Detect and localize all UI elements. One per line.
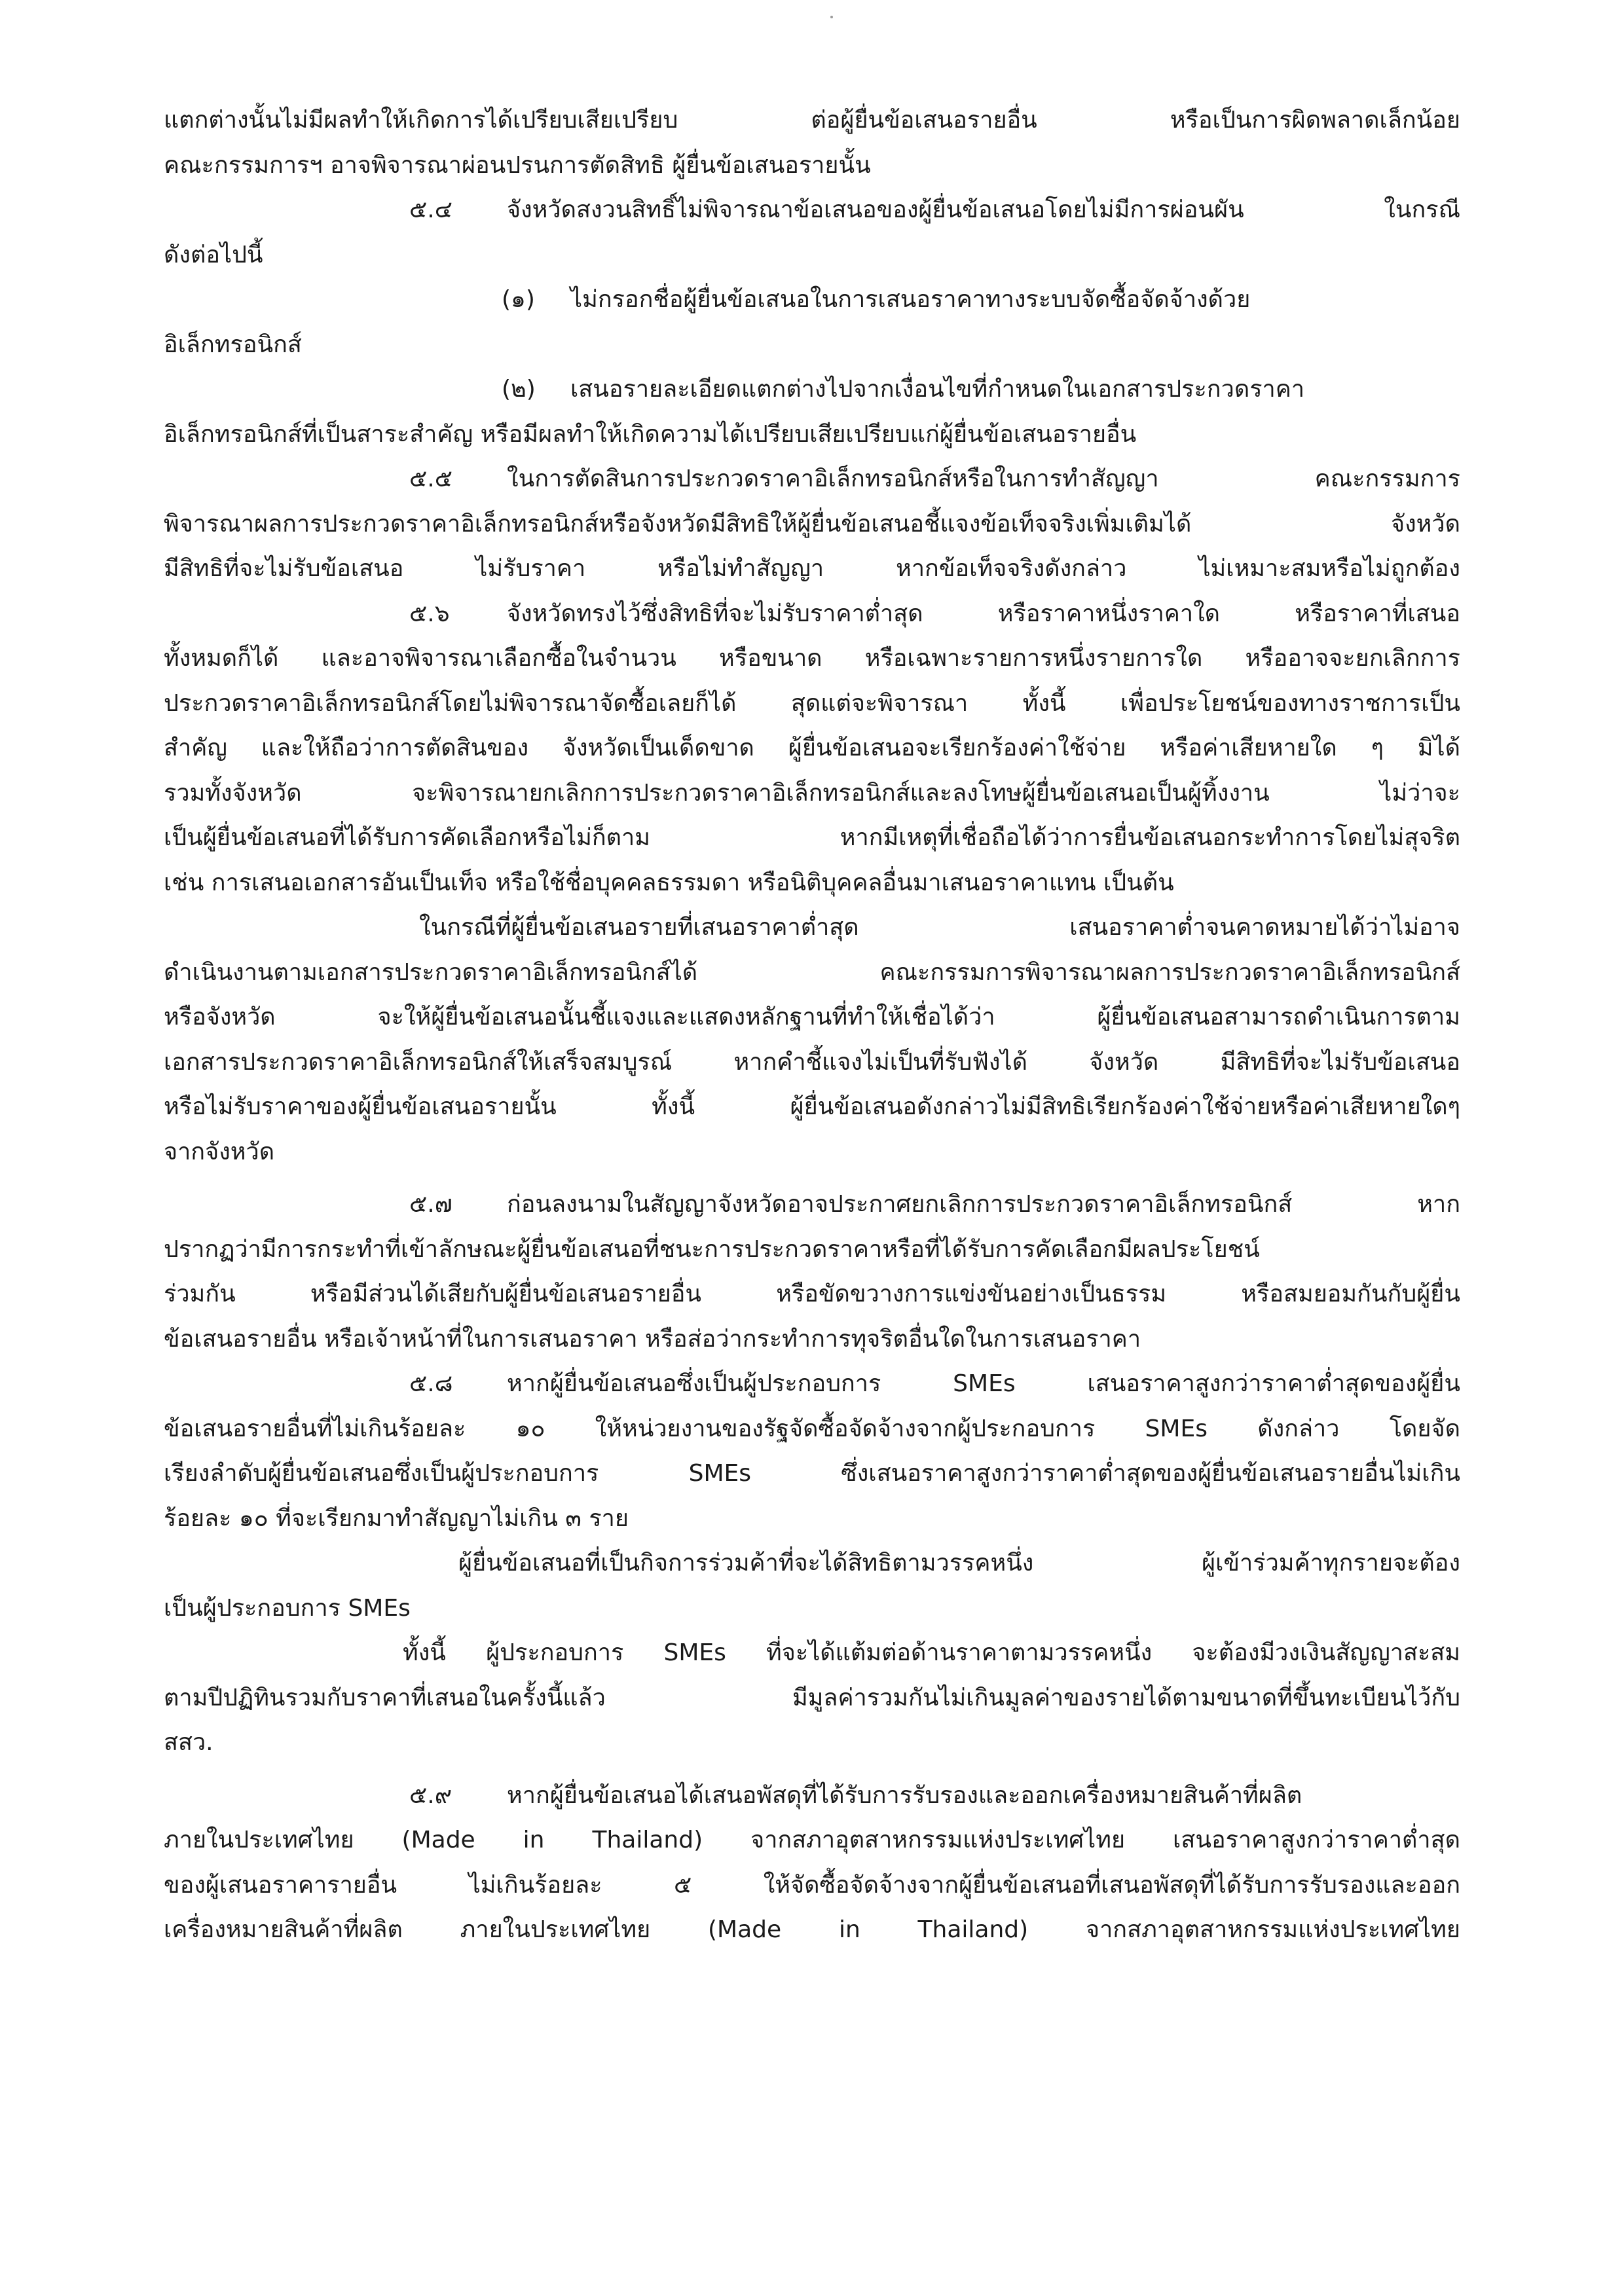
clause-text: ในการตัดสินการประกวดราคาอิเล็กทรอนิกส์หรือในการทำสัญญา คณะกรรมการ bbox=[507, 465, 1460, 492]
clause-text: หากผู้ยื่นข้อเสนอได้เสนอพัสดุที่ได้รับการรับรองและออกเครื่องหมายสินค้าที่ผลิต bbox=[507, 1781, 1302, 1809]
clause-5-4 bbox=[164, 188, 1460, 278]
clause-number: (๒) bbox=[502, 376, 536, 403]
clause-5-6-paragraph-2 bbox=[164, 905, 1460, 1175]
text-line: ของผู้เสนอราคารายอื่น ไม่เกินร้อยละ ๕ ให้จัดซื้อจัดจ้างจากผู้ยื่นข้อเสนอที่เสนอพัสดุที่ได้รับการรับรองและออก bbox=[164, 1871, 1460, 1899]
text-line: ประกวดราคาอิเล็กทรอนิกส์โดยไม่พิจารณาจัดซื้อเลยก็ได้ สุดแต่จะพิจารณา ทั้งนี้ เพื่อประโยชน์ของทางราชการเป็น bbox=[164, 689, 1460, 717]
text-line: ผู้ยื่นข้อเสนอที่เป็นกิจการร่วมค้าที่จะได้สิทธิตามวรรคหนึ่ง ผู้เข้าร่วมค้าทุกรายจะต้อง bbox=[458, 1550, 1460, 1576]
paragraph-continuation bbox=[164, 98, 1460, 188]
clause-5-6 bbox=[164, 592, 1460, 906]
text-line bbox=[164, 1182, 1460, 1228]
text-line: หรือจังหวัด จะให้ผู้ยื่นข้อเสนอนั้นชี้แจงและแสดงหลักฐานที่ทำให้เชื่อได้ว่า ผู้ยื่นข้อเสนอสามารถดำเนินการตาม bbox=[164, 1004, 1460, 1030]
text-line: ดำเนินงานตามเอกสารประกวดราคาอิเล็กทรอนิกส์ได้ คณะกรรมการพิจารณาผลการประกวดราคาอิเล็กทรอนิกส์ bbox=[164, 958, 1460, 986]
text-line: ภายในประเทศไทย (Made in Thailand) จากสภาอุตสาหกรรมแห่งประเทศไทย เสนอราคาสูงกว่าราคาต่ำสุด bbox=[164, 1827, 1460, 1853]
text-line bbox=[164, 592, 1460, 637]
clause-number: ๕.๔ bbox=[409, 196, 452, 223]
clause-5-4-2 bbox=[164, 367, 1460, 457]
clause-number: ๕.๕ bbox=[409, 465, 452, 492]
text-line bbox=[164, 1362, 1460, 1407]
clause-5-7 bbox=[164, 1182, 1460, 1362]
clause-number: ๕.๘ bbox=[409, 1370, 453, 1397]
text-line bbox=[164, 278, 1460, 323]
text-line bbox=[164, 1774, 1460, 1819]
text-line: ข้อเสนอรายอื่น หรือเจ้าหน้าที่ในการเสนอราคา หรือส่อว่ากระทำการทุจริตอื่นใดในการเสนอราคา bbox=[164, 1325, 1141, 1353]
text-line: รวมทั้งจังหวัด จะพิจารณายกเลิกการประกวดราคาอิเล็กทรอนิกส์และลงโทษผู้ยื่นข้อเสนอเป็นผู้ทิ้งงาน ไม่ว่าจะ bbox=[164, 779, 1460, 807]
clause-5-9 bbox=[164, 1774, 1460, 1953]
text-line: ดังต่อไปนี้ bbox=[164, 241, 263, 268]
text-line: ทั้งหมดก็ได้ และอาจพิจารณาเลือกซื้อในจำนวน หรือขนาด หรือเฉพาะรายการหนึ่งรายการใด หรืออาจจะยกเลิกการ bbox=[164, 645, 1460, 672]
text-line: ร้อยละ ๑๐ ที่จะเรียกมาทำสัญญาไม่เกิน ๓ ราย bbox=[164, 1504, 629, 1532]
text-line: ในกรณีที่ผู้ยื่นข้อเสนอรายที่เสนอราคาต่ำสุด เสนอราคาต่ำจนคาดหมายได้ว่าไม่อาจ bbox=[419, 914, 1460, 941]
clause-number: ๕.๙ bbox=[409, 1781, 452, 1809]
clause-text: จังหวัดทรงไว้ซึ่งสิทธิที่จะไม่รับราคาต่ำสุด หรือราคาหนึ่งราคาใด หรือราคาที่เสนอ bbox=[507, 600, 1460, 627]
clause-text: จังหวัดสงวนสิทธิ์ไม่พิจารณาข้อเสนอของผู้ยื่นข้อเสนอโดยไม่มีการผ่อนผัน ในกรณี bbox=[507, 196, 1460, 223]
text-line: อิเล็กทรอนิกส์ bbox=[164, 331, 302, 358]
clause-5-5 bbox=[164, 457, 1460, 592]
text-line: ตามปีปฏิทินรวมกับราคาที่เสนอในครั้งนี้แล้ว มีมูลค่ารวมกันไม่เกินมูลค่าของรายได้ตามขนาดที่ขึ้นทะเบียนไว้กับ bbox=[164, 1684, 1460, 1711]
clause-number: (๑) bbox=[502, 286, 535, 313]
paragraph-gap bbox=[164, 1766, 1460, 1774]
text-line: มีสิทธิที่จะไม่รับข้อเสนอ ไม่รับราคา หรือไม่ทำสัญญา หากข้อเท็จจริงดังกล่าว ไม่เหมาะสมหรือไม่ถูกต้อง bbox=[164, 555, 1460, 582]
clause-5-8-paragraph-2 bbox=[164, 1541, 1460, 1631]
text-line: เป็นผู้ประกอบการ SMEs bbox=[164, 1594, 411, 1622]
clause-5-4-1 bbox=[164, 278, 1460, 367]
text-line: เครื่องหมายสินค้าที่ผลิต ภายในประเทศไทย (Made in Thailand) จากสภาอุตสาหกรรมแห่งประเทศไทย bbox=[164, 1916, 1460, 1943]
text-line: คณะกรรมการฯ อาจพิจารณาผ่อนปรนการตัดสิทธิ ผู้ยื่นข้อเสนอรายนั้น bbox=[164, 151, 871, 179]
text-line: ทั้งนี้ ผู้ประกอบการ SMEs ที่จะได้แต้มต่อด้านราคาตามวรรคหนึ่ง จะต้องมีวงเงินสัญญาสะสม bbox=[403, 1639, 1460, 1666]
text-line: สำคัญ และให้ถือว่าการตัดสินของ จังหวัดเป็นเด็ดขาด ผู้ยื่นข้อเสนอจะเรียกร้องค่าใช้จ่าย หรือค่าเสียหายใด ๆ มิได้ bbox=[164, 735, 1460, 761]
text-line: เป็นผู้ยื่นข้อเสนอที่ได้รับการคัดเลือกหรือไม่ก็ตาม หากมีเหตุที่เชื่อถือได้ว่าการยื่นข้อเสนอกระทำการโดยไม่สุจริต bbox=[164, 824, 1460, 851]
clause-text: หากผู้ยื่นข้อเสนอซึ่งเป็นผู้ประกอบการ SMEs เสนอราคาสูงกว่าราคาต่ำสุดของผู้ยื่น bbox=[507, 1370, 1460, 1397]
text-line: หรือไม่รับราคาของผู้ยื่นข้อเสนอรายนั้น ทั้งนี้ ผู้ยื่นข้อเสนอดังกล่าวไม่มีสิทธิเรียกร้องค่าใช้จ่ายหรือค่าเสียหายใดๆ bbox=[164, 1093, 1460, 1120]
clause-number: ๕.๖ bbox=[409, 600, 450, 627]
text-line bbox=[164, 367, 1460, 412]
text-line: เช่น การเสนอเอกสารอันเป็นเท็จ หรือใช้ชื่อบุคคลธรรมดา หรือนิติบุคคลอื่นมาเสนอราคาแทน เป็นต้น bbox=[164, 869, 1174, 896]
text-line: ร่วมกัน หรือมีส่วนได้เสียกับผู้ยื่นข้อเสนอรายอื่น หรือขัดขวางการแข่งขันอย่างเป็นธรรม หรือสมยอมกันกับผู้ยื่น bbox=[164, 1281, 1460, 1307]
clause-text: ก่อนลงนามในสัญญาจังหวัดอาจประกาศยกเลิกการประกวดราคาอิเล็กทรอนิกส์ หาก bbox=[507, 1191, 1460, 1218]
text-line: ปรากฏว่ามีการกระทำที่เข้าลักษณะผู้ยื่นข้อเสนอที่ชนะการประกวดราคาหรือที่ได้รับการคัดเลือกมีผลประโยชน์ bbox=[164, 1235, 1260, 1263]
clause-5-8 bbox=[164, 1362, 1460, 1541]
page-mark bbox=[830, 16, 833, 18]
text-line bbox=[164, 457, 1460, 502]
text-line: เรียงลำดับผู้ยื่นข้อเสนอซึ่งเป็นผู้ประกอบการ SMEs ซึ่งเสนอราคาสูงกว่าราคาต่ำสุดของผู้ยื่นข้อเสนอรายอื่นไม่เกิน bbox=[164, 1460, 1460, 1487]
clause-number: ๕.๗ bbox=[409, 1191, 452, 1218]
text-line: แตกต่างนั้นไม่มีผลทำให้เกิดการได้เปรียบเสียเปรียบ ต่อผู้ยื่นข้อเสนอรายอื่น หรือเป็นการผิดพลาดเล็กน้อย bbox=[164, 107, 1460, 134]
clause-text: เสนอรายละเอียดแตกต่างไปจากเงื่อนไขที่กำหนดในเอกสารประกวดราคา bbox=[570, 376, 1305, 403]
text-line: อิเล็กทรอนิกส์ที่เป็นสาระสำคัญ หรือมีผลทำให้เกิดความได้เปรียบเสียเปรียบแก่ผู้ยื่นข้อเสนอรายอื่น bbox=[164, 420, 1137, 448]
clause-text: ไม่กรอกชื่อผู้ยื่นข้อเสนอในการเสนอราคาทางระบบจัดซื้อจัดจ้างด้วย bbox=[570, 286, 1251, 313]
text-line: จากจังหวัด bbox=[164, 1138, 275, 1165]
text-line: เอกสารประกวดราคาอิเล็กทรอนิกส์ให้เสร็จสมบูรณ์ หากคำชี้แจงไม่เป็นที่รับฟังได้ จังหวัด มีสิทธิที่จะไม่รับข้อเสนอ bbox=[164, 1048, 1460, 1076]
text-line bbox=[164, 188, 1460, 233]
text-line: พิจารณาผลการประกวดราคาอิเล็กทรอนิกส์หรือจังหวัดมีสิทธิให้ผู้ยื่นข้อเสนอชี้แจงข้อเท็จจริงเพิ่มเติมได้ จังหวัด bbox=[164, 510, 1460, 538]
paragraph-gap bbox=[164, 1175, 1460, 1182]
clause-5-8-paragraph-3 bbox=[164, 1631, 1460, 1766]
text-line: ข้อเสนอรายอื่นที่ไม่เกินร้อยละ ๑๐ ให้หน่วยงานของรัฐจัดซื้อจัดจ้างจากผู้ประกอบการ SMEs ดังกล่าว โดยจัด bbox=[164, 1415, 1460, 1442]
text-line: สสว. bbox=[164, 1729, 213, 1756]
